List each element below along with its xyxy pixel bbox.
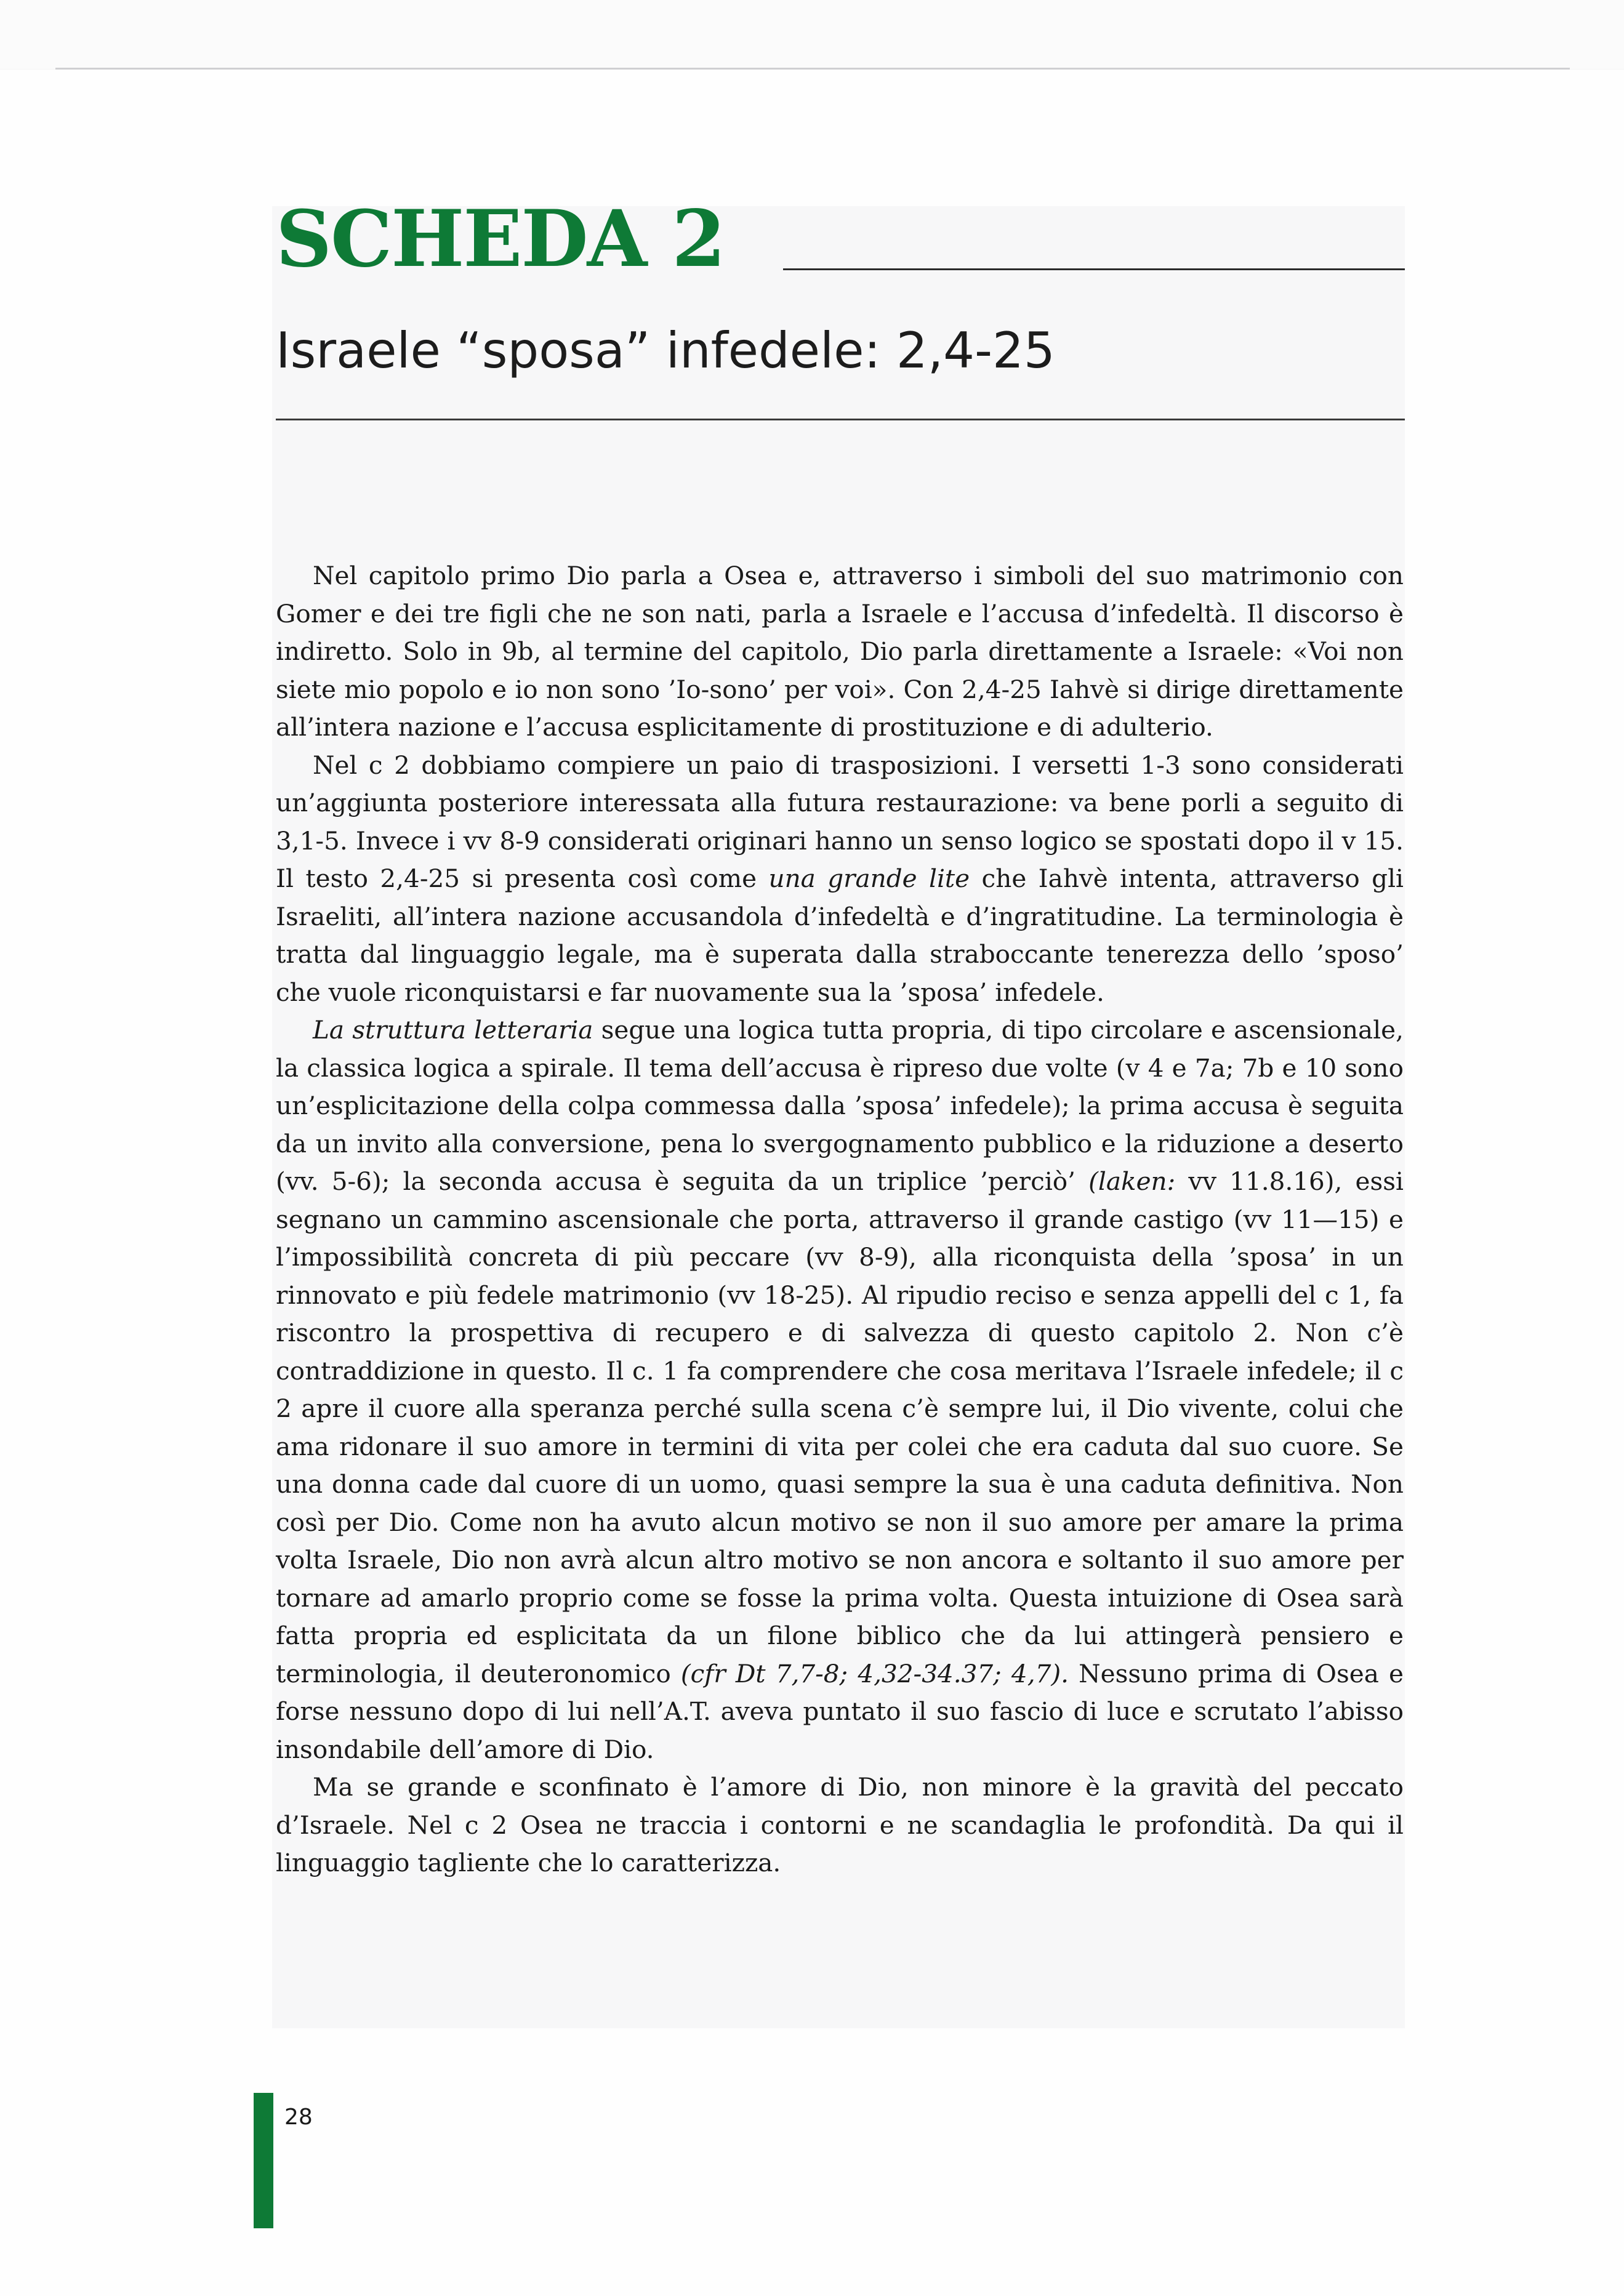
paragraph [276, 1011, 1404, 1768]
subtitle-divider [276, 419, 1405, 420]
page-title: Israele “sposa” infedele: 2,4-25 [276, 322, 1055, 379]
section-label: SCHEDA 2 [276, 193, 725, 284]
article-body [276, 557, 1404, 1882]
emphasis-text: (laken: [1088, 1166, 1176, 1196]
page-number: 28 [284, 2105, 313, 2130]
text-run: vv 11.8.16), essi segnano un cammino ascensionale che porta, attraverso il grande castigo (vv 11—15) e l’impossibilità concreta di più peccare (vv 8-9), alla riconquista della ’sposa’ in un rinnovato e più fedele matrimonio (vv 18-25). Al ripudio reciso e senza appelli del c 1, fa riscontro la prospettiva di recupero e di salvezza di questo capitolo 2. Non c’è contraddizione in questo. Il c. 1 fa comprendere che cosa meritava l’Israele infedele; il c 2 apre il cuore alla speranza perché sulla scena c’è sempre lui, il Dio vivente, colui che ama ridonare il suo amore in termini di vita per colei che era caduta dal suo cuore. Se una donna cade dal cuore di un uomo, quasi sempre la sua è una caduta definitiva. Non così per Dio. Come non ha avuto alcun motivo se non il suo amore per amare la prima volta Israele, Dio non avrà alcun altro motivo se non ancora e soltanto il suo amore per tornare ad amarlo proprio come se fosse la prima volta. Questa intuizione di Osea sarà fatta propria ed esplicitata da un filone biblico che da lui attingerà pensiero e terminologia, il deuteronomico [276, 1166, 1404, 1688]
emphasis-text: una grande lite [768, 864, 970, 893]
text-run: segue una logica tutta propria, di tipo circolare e ascensionale, la classica logica a spirale. Il tema dell’accusa è ripreso due volte (v 4 e 7a; 7b e 10 sono un’esplicitazione della colpa commessa dalla ’sposa’ infedele); la prima accusa è seguita da un invito alla conversione, pena lo svergognamento pubblico e la riduzione a deserto (vv. 5-6); la seconda accusa è seguita da un triplice ’perciò’ [276, 1015, 1404, 1196]
text-run: Nessuno prima di Osea e forse nessuno dopo di lui nell’A.T. aveva puntato il suo fascio di luce e scrutato l’abisso insondabile dell’amore di Dio. [276, 1658, 1404, 1764]
text-run: Nel capitolo primo Dio parla a Osea e, attraverso i simboli del suo matrimonio con Gomer e dei tre figli che ne son nati, parla a Israele e l’accusa d’infedeltà. Il discorso è indiretto. Solo in 9b, al termine del capitolo, Dio parla direttamente a Israele: «Voi non siete mio popolo e io non sono ’Io-sono’ per voi». Con 2,4-25 Iahvè si dirige direttamente all’intera nazione e l’accusa esplicitamente di prostituzione e di adulterio. [276, 561, 1404, 742]
footer-accent-bar [254, 2093, 273, 2228]
emphasis-text: La struttura letteraria [313, 1015, 593, 1045]
paragraph [276, 747, 1404, 1012]
paragraph [276, 557, 1404, 747]
text-run: Nel c 2 dobbiamo compiere un paio di trasposizioni. I versetti 1-3 sono considerati un’aggiunta posteriore interessata alla futura restaurazione: va bene porli a seguito di 3,1-5. Invece i vv 8-9 considerati originari hanno un senso logico se spostati dopo il v 15. Il testo 2,4-25 si presenta così come [276, 750, 1404, 893]
title-divider [783, 268, 1405, 270]
text-run: che Iahvè intenta, attraverso gli Israeliti, all’intera nazione accusandola d’infedeltà e d’ingratitudine. La terminologia è tratta dal linguaggio legale, ma è superata dalla straboccante tenerezza dello ’sposo’ che vuole riconquistarsi e far nuovamente sua la ’sposa’ infedele. [276, 864, 1404, 1007]
emphasis-text: (cfr Dt 7,7-8; 4,32-34.37; 4,7). [680, 1658, 1069, 1688]
scan-border [0, 0, 1624, 69]
text-run: Ma se grande e sconfinato è l’amore di Dio, non minore è la gravità del peccato d’Israele. Nel c 2 Osea ne traccia i contorni e ne scandaglia le profondità. Da qui il linguaggio tagliente che lo caratterizza. [276, 1772, 1404, 1877]
paragraph [276, 1768, 1404, 1882]
